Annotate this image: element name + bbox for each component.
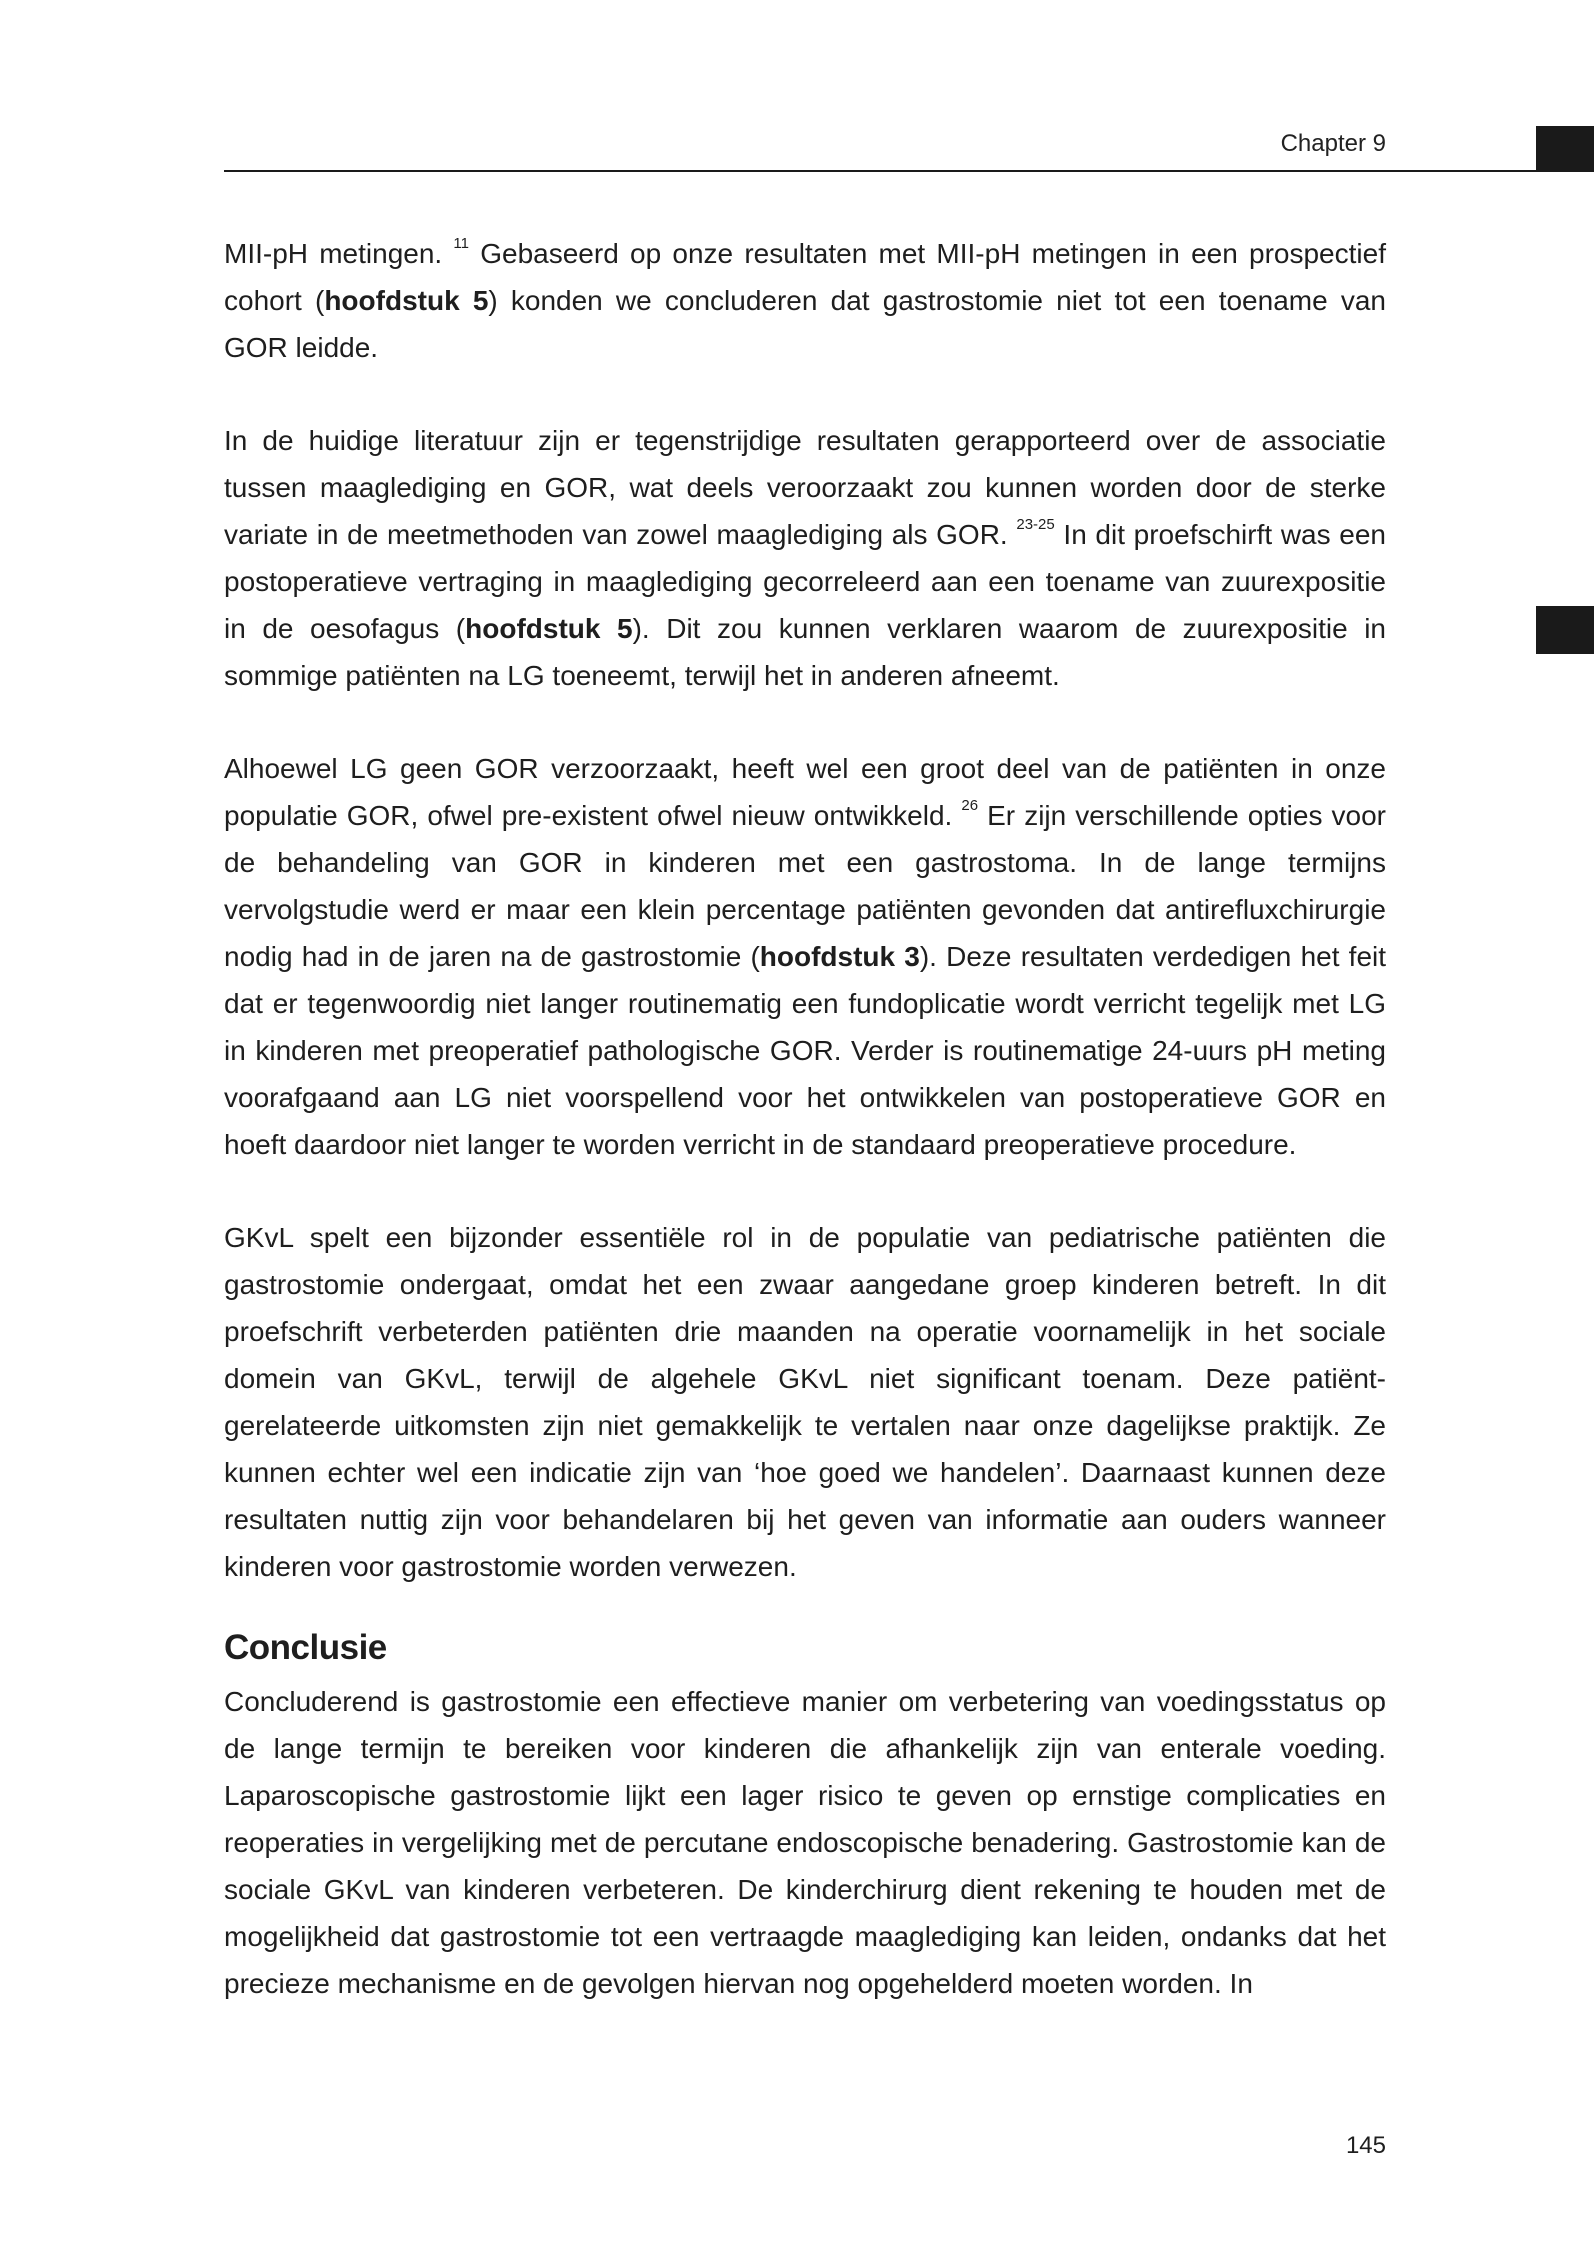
chapter-thumb-tab (1536, 126, 1594, 172)
chapter-reference: hoofdstuk 5 (324, 285, 489, 316)
paragraph (224, 417, 1386, 699)
section-heading-conclusie: Conclusie (224, 1628, 387, 1667)
paragraph (224, 230, 1386, 371)
chapter-reference: hoofdstuk 5 (465, 613, 633, 644)
text-run: ). Deze resultaten verdedigen het feit dat er tegenwoordig niet langer routinematig een fundoplicatie wordt verricht tegelijk met LG in kinderen met preoperatief pathologische GOR. Verder is routinematige 24-uurs pH meting voorafgaand aan LG niet voorspellend voor het ontwikkelen van postoperatieve GOR en hoeft daardoor niet langer te worden verricht in de standaard preoperatieve procedure. (224, 941, 1387, 1160)
paragraph (224, 745, 1386, 1168)
text-run: MII-pH metingen. (224, 238, 454, 269)
body-text (224, 230, 1386, 2053)
text-run: In de huidige literatuur zijn er tegenstrijdige resultaten gerapporteerd over de associatie tussen maaglediging en GOR, wat deels veroorzaakt zou kunnen worden door de sterke variate in de meetmethoden van zowel maaglediging als GOR. (224, 425, 1386, 550)
citation-reference: 11 (453, 235, 469, 252)
text-run: ). Dit zou kunnen verklaren waarom de zuurexpositie in sommige patiënten na LG toeneemt, terwijl het in anderen afneemt. (224, 613, 1386, 691)
text-run: In dit proefschirft was een postoperatieve vertraging in maaglediging gecorreleerd aan een toename van zuurexpositie in de oesofagus ( (224, 519, 1386, 644)
conclusion-paragraph: Concluderend is gastrostomie een effectieve manier om verbetering van voedingsstatus op de lange termijn te bereiken voor kinderen die afhankelijk zijn van enterale voeding. Laparoscopische gastrostomie lijkt een lager risico te geven op ernstige complicaties en reoperaties in vergelijking met de percutane endoscopische benadering. Gastrostomie kan de sociale GKvL van kinderen verbeteren. De kinderchirurg dient rekening te houden met de mogelijkheid dat gastrostomie tot een vertraagde maaglediging kan leiden, ondanks dat het precieze mechanisme en de gevolgen hiervan nog opgehelderd moeten worden. In (224, 1686, 1386, 1999)
running-header-chapter: Chapter 9 (1280, 130, 1386, 157)
text-run: ) konden we concluderen dat gastrostomie niet tot een toename van GOR leidde. (224, 285, 1386, 363)
text-run: Gebaseerd op onze resultaten met MII-pH metingen in een prospectief cohort ( (224, 238, 1386, 316)
citation-reference: 23-25 (1016, 516, 1055, 533)
text-run: GKvL spelt een bijzonder essentiële rol in de populatie van pediatrische patiënten die gastrostomie ondergaat, omdat het een zwaar aangedane groep kinderen betreft. In dit proefschrift verbeterden patiënten drie maanden na operatie voornamelijk in het sociale domein van GKvL, terwijl de algehele GKvL niet significant toenam. Deze patiënt-gerelateerde uitkomsten zijn niet gemakkelijk te vertalen naar onze dagelijkse praktijk. Ze kunnen echter wel een indicatie zijn van ‘hoe goed we handelen’. Daarnaast kunnen deze resultaten nuttig zijn voor behandelaren bij het geven van informatie aan ouders wanneer kinderen voor gastrostomie worden verwezen. (224, 1222, 1386, 1582)
header-rule (224, 170, 1594, 172)
text-run: Alhoewel LG geen GOR verzoorzaakt, heeft wel een groot deel van de patiënten in onze populatie GOR, ofwel pre-existent ofwel nieuw ontwikkeld. (224, 753, 1386, 831)
paragraph (224, 1214, 1386, 1590)
text-run: Er zijn verschillende opties voor de behandeling van GOR in kinderen met een gastrostoma. In de lange termijns vervolgstudie werd er maar een klein percentage patiënten gevonden dat antirefluxchirurgie nodig had in de jaren na de gastrostomie ( (224, 800, 1387, 972)
page-number: 145 (1345, 2132, 1386, 2159)
chapter-thumb-tab-marker (1536, 606, 1594, 654)
citation-reference: 26 (961, 797, 979, 814)
chapter-reference: hoofdstuk 3 (759, 941, 920, 972)
